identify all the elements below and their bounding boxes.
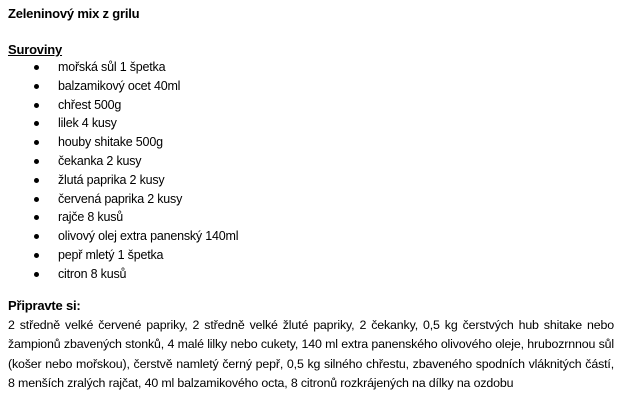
ingredient-text: chřest 500g <box>58 97 122 112</box>
ingredient-item <box>8 246 238 265</box>
ingredient-text: pepř mletý 1 špetka <box>58 247 164 262</box>
bullet-icon <box>34 234 39 239</box>
recipe-title: Zeleninový mix z grilu <box>8 6 140 21</box>
bullet-icon <box>34 215 39 220</box>
bullet-icon <box>34 121 39 126</box>
ingredients-heading: Suroviny <box>8 42 63 57</box>
bullet-icon <box>34 159 39 164</box>
ingredient-text: červená paprika 2 kusy <box>58 191 183 206</box>
ingredient-item <box>8 190 238 209</box>
bullet-icon <box>34 84 39 89</box>
bullet-icon <box>34 103 39 108</box>
ingredient-item <box>8 96 238 115</box>
steps-paragraph: 2 středně velké červené papriky, 2 středně velké žluté papriky, 2 čekanky, 0,5 kg čerstvých hub shitake nebo žampionů zbavených stonků, 4 malé lilky nebo cukety, 140 ml extra panenského olivového oleje, hrubozrnnou sůl (košer nebo mořskou), čerstvě namletý černý pepř, 0,5 kg silného chřestu, zbaveného spodních vláknitých částí, 8 menších zralých rajčat, 40 ml balzamikového octa, 8 citronů rozkrájených na dílky na ozdobu <box>8 318 614 391</box>
ingredient-text: citron 8 kusů <box>58 266 127 281</box>
ingredient-item <box>8 58 238 77</box>
ingredient-item <box>8 114 238 133</box>
ingredient-item <box>8 208 238 227</box>
ingredient-item <box>8 265 238 284</box>
bullet-icon <box>34 253 39 258</box>
ingredient-text: čekanka 2 kusy <box>58 153 142 168</box>
bullet-icon <box>34 197 39 202</box>
ingredient-text: rajče 8 kusů <box>58 210 123 225</box>
ingredient-item <box>8 152 238 171</box>
ingredient-item <box>8 133 238 152</box>
ingredient-list <box>8 58 238 284</box>
ingredient-item <box>8 227 238 246</box>
ingredient-text: houby shitake 500g <box>58 135 163 150</box>
ingredient-text: žlutá paprika 2 kusy <box>58 172 165 187</box>
ingredient-text: mořská sůl 1 špetka <box>58 60 166 74</box>
bullet-icon <box>34 140 39 145</box>
ingredient-text: balzamikový ocet 40ml <box>58 78 181 93</box>
ingredient-item <box>8 171 238 190</box>
bullet-icon <box>34 272 39 277</box>
ingredient-text: lilek 4 kusy <box>58 116 117 131</box>
ingredient-item <box>8 77 238 96</box>
steps-heading: Připravte si: <box>8 298 81 313</box>
ingredient-text: olivový olej extra panenský 140ml <box>58 229 239 244</box>
bullet-icon <box>34 178 39 183</box>
bullet-icon <box>34 65 39 70</box>
